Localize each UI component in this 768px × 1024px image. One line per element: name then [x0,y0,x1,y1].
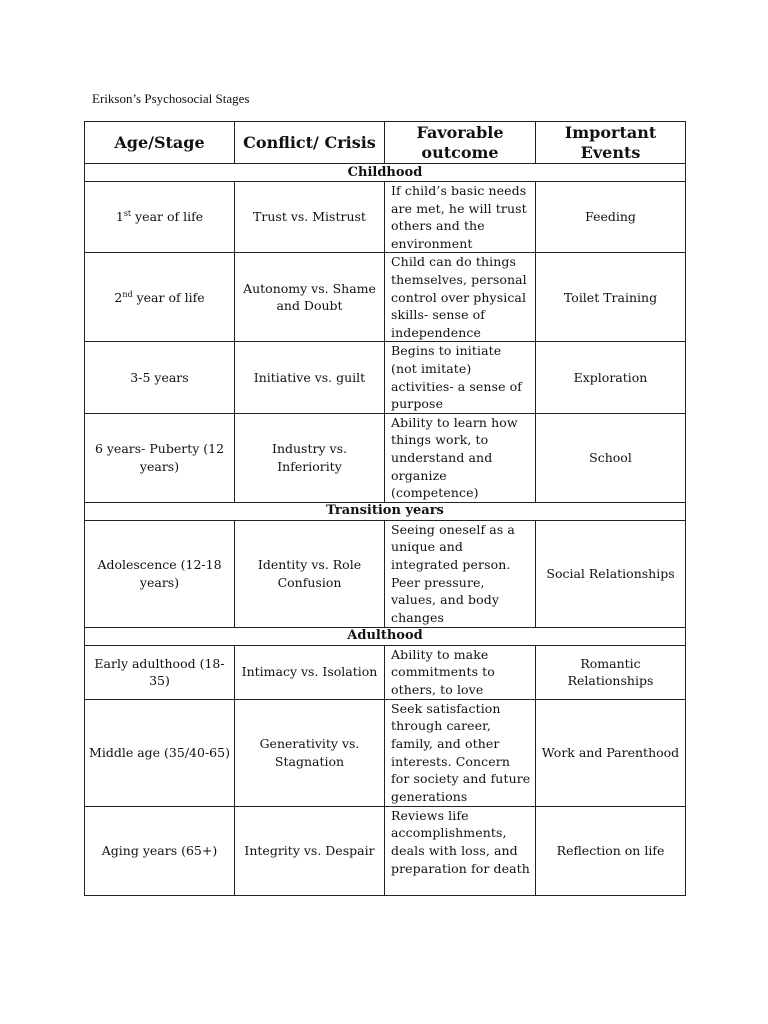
table-row [85,253,686,342]
age-cell: Middle age (35/40-65) [85,699,235,806]
header-important-events: Important Events [536,122,686,164]
age-cell: 2nd year of life [85,253,235,342]
header-row [85,122,686,164]
conflict-cell: Autonomy vs. Shame and Doubt [235,253,385,342]
conflict-cell: Industry vs. Inferiority [235,413,385,502]
age-cell: Aging years (65+) [85,806,235,895]
conflict-cell: Integrity vs. Despair [235,806,385,895]
event-cell: School [536,413,686,502]
table-row [85,520,686,627]
conflict-cell: Trust vs. Mistrust [235,182,385,253]
event-cell: Reflection on life [536,806,686,895]
age-cell: 3-5 years [85,342,235,413]
conflict-cell: Initiative vs. guilt [235,342,385,413]
table-row [85,645,686,699]
event-cell: Social Relationships [536,520,686,627]
section-row-adulthood [85,627,686,645]
outcome-cell: Seek satisfaction through career, family, and other interests. Concern for society and future generations [385,699,536,806]
event-cell: Work and Parenthood [536,699,686,806]
stages-table [84,121,686,896]
age-cell: Adolescence (12-18 years) [85,520,235,627]
table-row [85,699,686,806]
event-cell: Exploration [536,342,686,413]
age-cell: 6 years- Puberty (12 years) [85,413,235,502]
header-conflict-crisis: Conflict/ Crisis [235,122,385,164]
outcome-cell: Seeing oneself as a unique and integrated person. Peer pressure, values, and body changes [385,520,536,627]
table-row [85,413,686,502]
table-row [85,342,686,413]
outcome-cell: If child’s basic needs are met, he will trust others and the environment [385,182,536,253]
age-cell: 1st year of life [85,182,235,253]
event-cell: Toilet Training [536,253,686,342]
event-cell: Feeding [536,182,686,253]
event-cell: Romantic Relationships [536,645,686,699]
outcome-cell: Ability to learn how things work, to understand and organize (competence) [385,413,536,502]
section-row-childhood [85,164,686,182]
section-label: Childhood [85,164,686,182]
outcome-cell: Ability to make commitments to others, to love [385,645,536,699]
conflict-cell: Identity vs. Role Confusion [235,520,385,627]
document-title: Erikson’s Psychosocial Stages [92,91,250,106]
outcome-cell: Child can do things themselves, personal control over physical skills- sense of independence [385,253,536,342]
conflict-cell: Generativity vs. Stagnation [235,699,385,806]
header-age-stage: Age/Stage [85,122,235,164]
section-label: Transition years [85,502,686,520]
outcome-cell: Begins to initiate (not imitate) activities- a sense of purpose [385,342,536,413]
section-label: Adulthood [85,627,686,645]
conflict-cell: Intimacy vs. Isolation [235,645,385,699]
table-row [85,806,686,895]
age-cell: Early adulthood (18-35) [85,645,235,699]
header-favorable-outcome: Favorable outcome [385,122,536,164]
section-row-transition-years [85,502,686,520]
table-row [85,182,686,253]
outcome-cell: Reviews life accomplishments, deals with loss, and preparation for death [385,806,536,895]
